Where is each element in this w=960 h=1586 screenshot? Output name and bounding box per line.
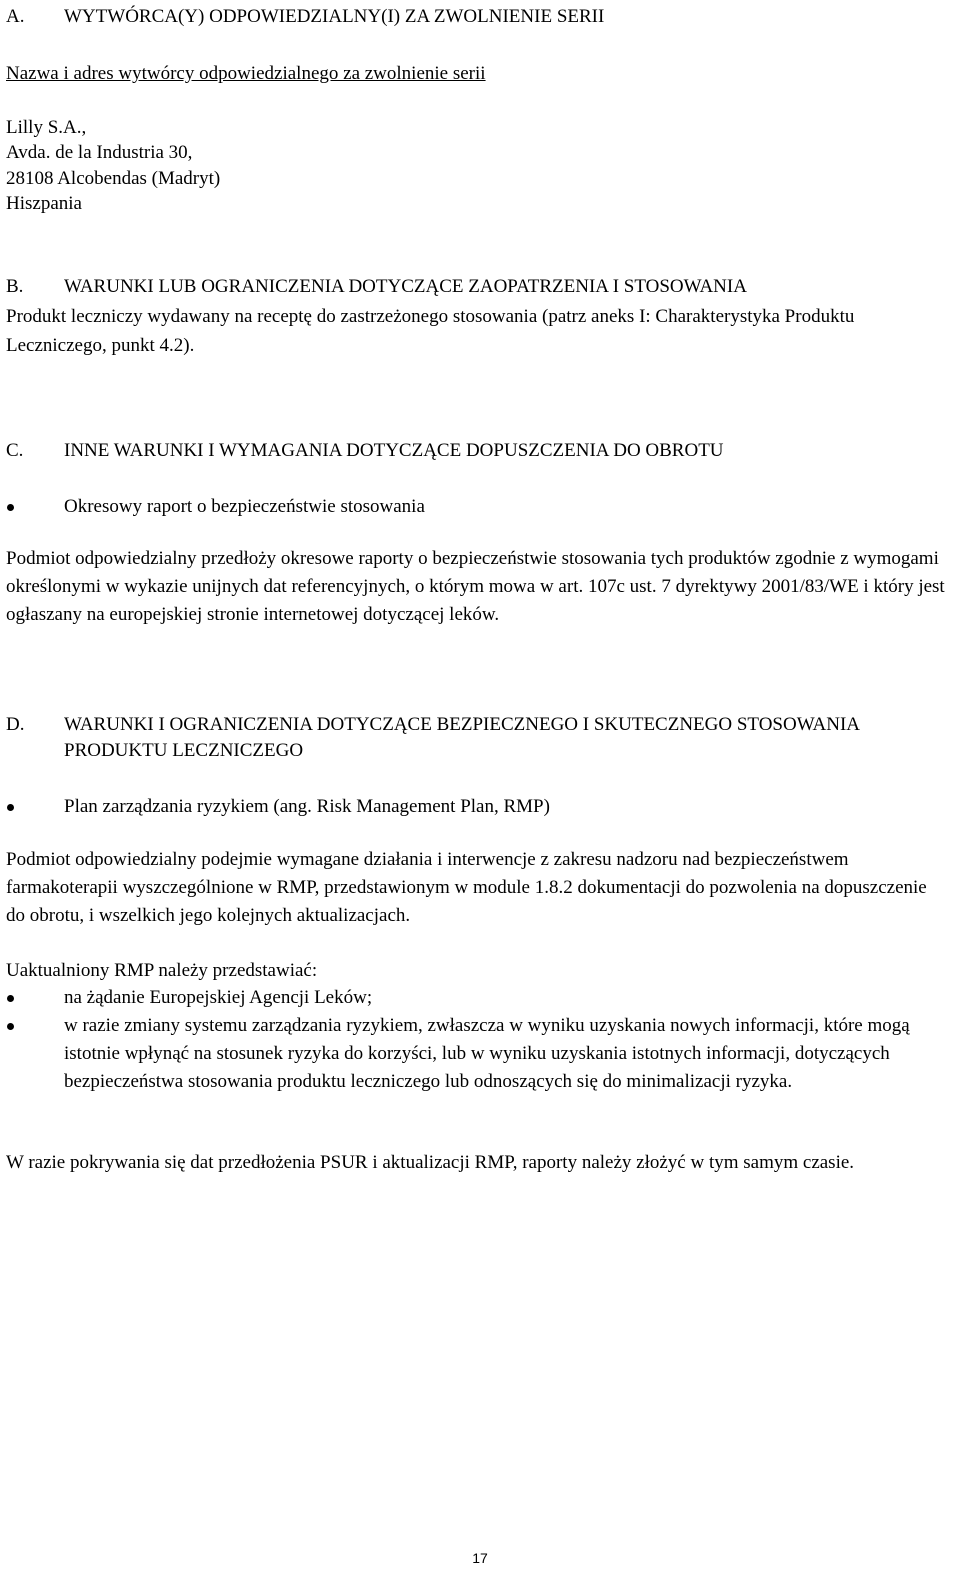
psur-bullet-heading: Okresowy raport o bezpieczeństwie stosowania [64,496,425,517]
rmp-update-item-2-text: w razie zmiany systemu zarządzania ryzykiem, zwłaszcza w wyniku uzyskania nowych informacji, które mogą istotnie wpłynąć na stosunek ryzyka do korzyści, lub w wyniku uzyskania istotnych informacji, dotyczących bezpieczeństwa stosowania produktu leczniczego lub odnoszących się do minimalizacji ryzyka. [64,1015,910,1092]
manufacturer-subheading: Nazwa i adres wytwórcy odpowiedzialnego za zwolnienie serii [6,63,486,84]
section-d-body: Podmiot odpowiedzialny podejmie wymagane działania i interwencje z zakresu nadzoru nad bezpieczeństwem farmakoterapii wyszczególnione w RMP, przedstawionym w module 1.8.2 dokumentacji do pozwolenia na dopuszczenie do obrotu, i wszelkich jego kolejnych aktualizacjach. [6,849,927,926]
section-c-body: Podmiot odpowiedzialny przedłoży okresowe raporty o bezpieczeństwie stosowania tych produktów zgodnie z wymogami określonymi w wykazie unijnych dat referencyjnych, o którym mowa w art. 107c ust. 7 dyrektywy 2001/83/WE i który jest ogłaszany na europejskiej stronie internetowej dotyczącej leków. [6,548,945,625]
section-d-bullet [6,793,946,821]
section-d-title: WARUNKI I OGRANICZENIA DOTYCZĄCE BEZPIECZNEGO I SKUTECZNEGO STOSOWANIA PRODUKTU LECZNICZEGO [64,714,859,761]
address-line-3: 28108 Alcobendas (Madryt) [6,168,221,189]
section-c-title: INNE WARUNKI I WYMAGANIA DOTYCZĄCE DOPUSZCZENIA DO OBROTU [64,440,724,461]
section-a-letter: A. [6,6,25,27]
rmp-update-item-2 [6,1012,946,1124]
rmp-bullet-heading: Plan zarządzania ryzykiem (ang. Risk Management Plan, RMP) [64,796,550,817]
section-b-letter: B. [6,276,24,297]
rmp-update-intro: Uaktualniony RMP należy przedstawiać: [6,960,318,981]
section-c-bullet [6,493,946,521]
section-b-body: Produkt leczniczy wydawany na receptę do zastrzeżonego stosowania (patrz aneks I: Charakterystyka Produktu Leczniczego, punkt 4.2). [6,306,855,356]
section-c-letter: C. [6,440,24,461]
section-d-letter: D. [6,714,25,735]
rmp-update-item-1 [6,984,946,1012]
section-a-title: WYTWÓRCA(Y) ODPOWIEDZIALNY(I) ZA ZWOLNIENIE SERII [64,6,605,27]
page-number: 17 [472,1550,488,1566]
bullet-icon [7,1023,14,1030]
section-d-closing: W razie pokrywania się dat przedłożenia PSUR i aktualizacji RMP, raporty należy złożyć w tym samym czasie. [6,1152,855,1173]
rmp-update-item-1-text: na żądanie Europejskiej Agencji Leków; [64,987,373,1008]
address-line-2: Avda. de la Industria 30, [6,142,193,163]
section-b-title: WARUNKI LUB OGRANICZENIA DOTYCZĄCE ZAOPATRZENIA I STOSOWANIA [64,276,747,297]
bullet-icon [7,995,14,1002]
address-line-1: Lilly S.A., [6,117,87,138]
bullet-icon [7,804,14,811]
address-line-4: Hiszpania [6,193,82,214]
bullet-icon [7,504,14,511]
